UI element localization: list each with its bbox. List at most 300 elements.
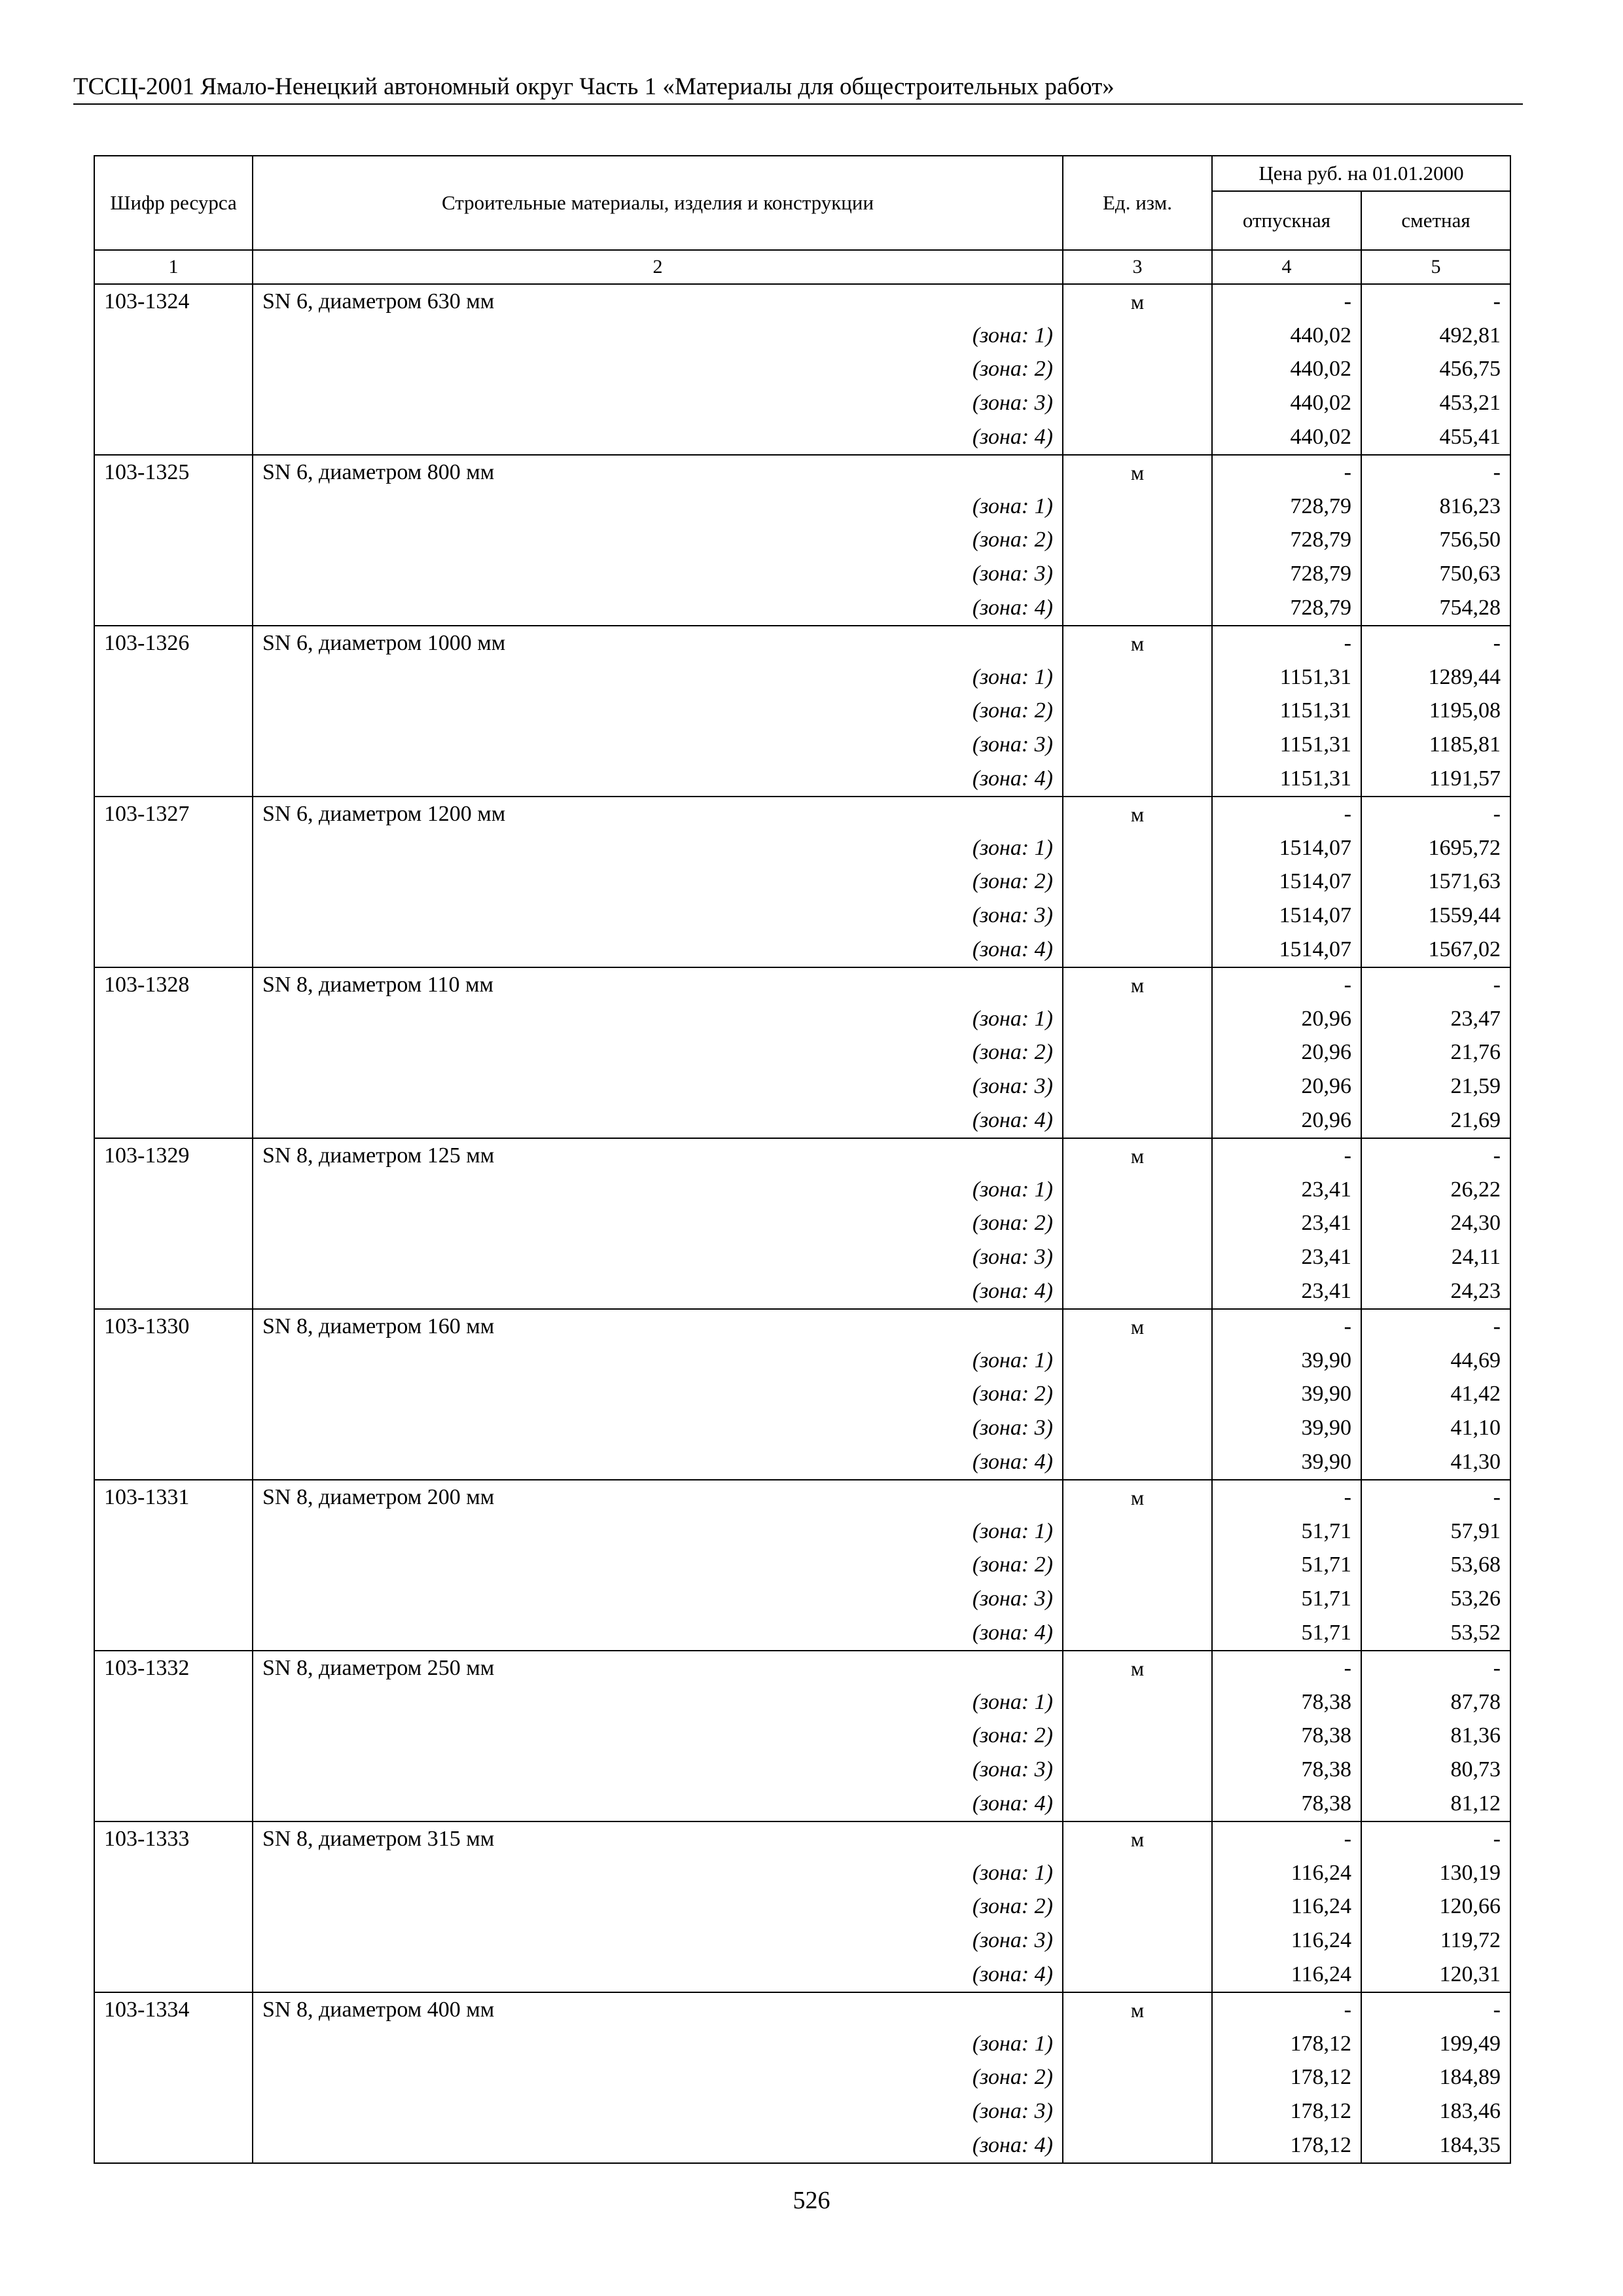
release-price: 78,38 [1212, 1753, 1361, 1787]
unit-cell-empty [1063, 386, 1212, 420]
unit-cell-empty [1063, 1036, 1212, 1070]
resource-code: 103-1331 [94, 1480, 253, 1515]
zone-label: (зона: 4) [253, 762, 1063, 797]
estimate-price: 184,35 [1361, 2128, 1510, 2163]
estimate-price: 1571,63 [1361, 865, 1510, 899]
release-price: 440,02 [1212, 353, 1361, 387]
resource-code-empty [94, 1890, 253, 1924]
resource-code-empty [94, 557, 253, 591]
zone-label: (зона: 2) [253, 694, 1063, 728]
zone-row [94, 1856, 1510, 1890]
release-price: 20,96 [1212, 1036, 1361, 1070]
release-price: 78,38 [1212, 1787, 1361, 1821]
estimate-price: 41,42 [1361, 1378, 1510, 1412]
unit-cell-empty [1063, 1787, 1212, 1821]
estimate-price: 455,41 [1361, 420, 1510, 455]
resource-code-empty [94, 1344, 253, 1378]
zone-row [94, 353, 1510, 387]
zone-row [94, 2027, 1510, 2061]
zone-label: (зона: 1) [253, 1344, 1063, 1378]
unit-cell-empty [1063, 1173, 1212, 1207]
zone-label: (зона: 2) [253, 1890, 1063, 1924]
unit-cell-empty [1063, 899, 1212, 933]
resource-code-empty [94, 524, 253, 558]
zone-label: (зона: 2) [253, 2060, 1063, 2094]
zone-label: (зона: 4) [253, 1103, 1063, 1138]
zone-row [94, 1719, 1510, 1753]
header-name: Строительные материалы, изделия и конструкции [253, 156, 1063, 250]
unit-cell-empty [1063, 1411, 1212, 1445]
resource-code: 103-1324 [94, 284, 253, 319]
header-release: отпускная [1212, 191, 1361, 250]
zone-row [94, 524, 1510, 558]
unit-cell-empty [1063, 319, 1212, 353]
unit-cell-empty [1063, 490, 1212, 524]
unit-cell-empty [1063, 865, 1212, 899]
zone-row [94, 2128, 1510, 2163]
resource-code-empty [94, 660, 253, 694]
release-price: 23,41 [1212, 1207, 1361, 1241]
unit-cell-empty [1063, 1753, 1212, 1787]
resource-code-empty [94, 420, 253, 455]
resource-code-empty [94, 865, 253, 899]
unit-cell-empty [1063, 1207, 1212, 1241]
unit-cell-empty [1063, 1924, 1212, 1958]
material-name: SN 6, диаметром 800 мм [253, 455, 1063, 490]
zone-row [94, 1036, 1510, 1070]
header-estimate: сметная [1361, 191, 1510, 250]
unit-cell-empty [1063, 2128, 1212, 2163]
zone-label: (зона: 3) [253, 386, 1063, 420]
zone-label: (зона: 4) [253, 1958, 1063, 1992]
unit-cell-empty [1063, 1240, 1212, 1274]
unit-cell-empty [1063, 2027, 1212, 2061]
zone-row [94, 591, 1510, 626]
unit-cell-empty [1063, 1274, 1212, 1309]
zone-row [94, 386, 1510, 420]
unit-cell-empty [1063, 1890, 1212, 1924]
release-price: 1151,31 [1212, 762, 1361, 797]
release-price: 51,71 [1212, 1582, 1361, 1616]
resource-code-empty [94, 319, 253, 353]
resource-code: 103-1327 [94, 797, 253, 831]
estimate-price: 1191,57 [1361, 762, 1510, 797]
estimate-price: 80,73 [1361, 1753, 1510, 1787]
unit-cell: м [1063, 284, 1212, 319]
zone-row [94, 1515, 1510, 1549]
zone-label: (зона: 2) [253, 865, 1063, 899]
table-body [94, 284, 1510, 2163]
material-name: SN 6, диаметром 630 мм [253, 284, 1063, 319]
resource-code: 103-1326 [94, 626, 253, 660]
unit-cell-empty [1063, 933, 1212, 967]
release-price: 23,41 [1212, 1240, 1361, 1274]
estimate-price: 41,10 [1361, 1411, 1510, 1445]
zone-row [94, 1445, 1510, 1480]
zone-row [94, 2094, 1510, 2128]
unit-cell-empty [1063, 728, 1212, 762]
estimate-price: 120,31 [1361, 1958, 1510, 1992]
resource-code-empty [94, 1002, 253, 1036]
table-row [94, 626, 1510, 660]
estimate-price: 453,21 [1361, 386, 1510, 420]
zone-row [94, 1787, 1510, 1821]
material-name: SN 8, диаметром 200 мм [253, 1480, 1063, 1515]
zone-row [94, 1002, 1510, 1036]
zone-label: (зона: 1) [253, 660, 1063, 694]
zone-label: (зона: 1) [253, 1515, 1063, 1549]
resource-code: 103-1334 [94, 1992, 253, 2027]
table-row [94, 1821, 1510, 1856]
col-number: 3 [1063, 250, 1212, 284]
estimate-price: 184,89 [1361, 2060, 1510, 2094]
estimate-price: 1559,44 [1361, 899, 1510, 933]
estimate-price: 53,52 [1361, 1616, 1510, 1651]
col-number: 2 [253, 250, 1063, 284]
zone-row [94, 1411, 1510, 1445]
unit-cell: м [1063, 1480, 1212, 1515]
resource-code-empty [94, 1924, 253, 1958]
zone-row [94, 1685, 1510, 1719]
col-number: 4 [1212, 250, 1361, 284]
zone-row [94, 762, 1510, 797]
table-row [94, 797, 1510, 831]
zone-label: (зона: 4) [253, 1787, 1063, 1821]
zone-row [94, 1958, 1510, 1992]
zone-row [94, 865, 1510, 899]
zone-row [94, 1753, 1510, 1787]
release-price: 116,24 [1212, 1890, 1361, 1924]
unit-cell-empty [1063, 1103, 1212, 1138]
unit-cell-empty [1063, 831, 1212, 865]
unit-cell-empty [1063, 1685, 1212, 1719]
release-price: 1514,07 [1212, 933, 1361, 967]
resource-code-empty [94, 899, 253, 933]
material-name: SN 8, диаметром 125 мм [253, 1138, 1063, 1173]
zone-label: (зона: 2) [253, 1719, 1063, 1753]
unit-cell-empty [1063, 557, 1212, 591]
zone-label: (зона: 4) [253, 933, 1063, 967]
zone-label: (зона: 2) [253, 1378, 1063, 1412]
resource-code-empty [94, 2094, 253, 2128]
zone-label: (зона: 1) [253, 1002, 1063, 1036]
zone-row [94, 694, 1510, 728]
estimate-price: 756,50 [1361, 524, 1510, 558]
resource-code-empty [94, 1411, 253, 1445]
resource-code-empty [94, 1103, 253, 1138]
release-price: 20,96 [1212, 1002, 1361, 1036]
zone-label: (зона: 3) [253, 1240, 1063, 1274]
resource-code-empty [94, 1616, 253, 1651]
estimate-price: 1695,72 [1361, 831, 1510, 865]
zone-row [94, 933, 1510, 967]
header-code: Шифр ресурса [94, 156, 253, 250]
resource-code-empty [94, 1548, 253, 1582]
zone-label: (зона: 4) [253, 1445, 1063, 1480]
zone-row [94, 1069, 1510, 1103]
zone-row [94, 1274, 1510, 1309]
resource-code-empty [94, 728, 253, 762]
estimate-price: - [1361, 1480, 1510, 1515]
estimate-price: 21,76 [1361, 1036, 1510, 1070]
estimate-price: 57,91 [1361, 1515, 1510, 1549]
release-price: 78,38 [1212, 1719, 1361, 1753]
zone-label: (зона: 2) [253, 1207, 1063, 1241]
zone-label: (зона: 3) [253, 899, 1063, 933]
table-row [94, 284, 1510, 319]
unit-cell-empty [1063, 1548, 1212, 1582]
table-row [94, 1480, 1510, 1515]
resource-code: 103-1328 [94, 967, 253, 1002]
release-price: - [1212, 1138, 1361, 1173]
zone-row [94, 2060, 1510, 2094]
release-price: 116,24 [1212, 1856, 1361, 1890]
unit-cell-empty [1063, 353, 1212, 387]
release-price: 178,12 [1212, 2094, 1361, 2128]
unit-cell-empty [1063, 762, 1212, 797]
unit-cell: м [1063, 1821, 1212, 1856]
unit-cell: м [1063, 1309, 1212, 1344]
unit-cell-empty [1063, 1856, 1212, 1890]
zone-row [94, 1582, 1510, 1616]
zone-row [94, 1890, 1510, 1924]
zone-label: (зона: 2) [253, 524, 1063, 558]
zone-label: (зона: 3) [253, 728, 1063, 762]
release-price: - [1212, 284, 1361, 319]
zone-row [94, 1616, 1510, 1651]
zone-label: (зона: 4) [253, 2128, 1063, 2163]
estimate-price: 1289,44 [1361, 660, 1510, 694]
zone-row [94, 1924, 1510, 1958]
zone-row [94, 1548, 1510, 1582]
zone-label: (зона: 4) [253, 1274, 1063, 1309]
header-price: Цена руб. на 01.01.2000 [1212, 156, 1510, 191]
estimate-price: - [1361, 626, 1510, 660]
estimate-price: 53,68 [1361, 1548, 1510, 1582]
zone-row [94, 420, 1510, 455]
estimate-price: 754,28 [1361, 591, 1510, 626]
release-price: - [1212, 1480, 1361, 1515]
release-price: 23,41 [1212, 1173, 1361, 1207]
zone-label: (зона: 2) [253, 1548, 1063, 1582]
unit-cell: м [1063, 1992, 1212, 2027]
material-name: SN 8, диаметром 250 мм [253, 1651, 1063, 1685]
estimate-price: 26,22 [1361, 1173, 1510, 1207]
resource-code-empty [94, 1240, 253, 1274]
zone-label: (зона: 2) [253, 1036, 1063, 1070]
release-price: 728,79 [1212, 591, 1361, 626]
resource-code-empty [94, 1787, 253, 1821]
resource-code-empty [94, 933, 253, 967]
release-price: 178,12 [1212, 2128, 1361, 2163]
zone-label: (зона: 1) [253, 2027, 1063, 2061]
resource-code-empty [94, 2027, 253, 2061]
estimate-price: 81,12 [1361, 1787, 1510, 1821]
release-price: 728,79 [1212, 557, 1361, 591]
estimate-price: 456,75 [1361, 353, 1510, 387]
zone-row [94, 1173, 1510, 1207]
zone-label: (зона: 3) [253, 1753, 1063, 1787]
zone-row [94, 1378, 1510, 1412]
release-price: - [1212, 1651, 1361, 1685]
resource-code-empty [94, 1378, 253, 1412]
estimate-price: 199,49 [1361, 2027, 1510, 2061]
zone-label: (зона: 1) [253, 1685, 1063, 1719]
unit-cell-empty [1063, 591, 1212, 626]
zone-label: (зона: 4) [253, 1616, 1063, 1651]
release-price: 116,24 [1212, 1958, 1361, 1992]
table-row [94, 1138, 1510, 1173]
zone-label: (зона: 3) [253, 1582, 1063, 1616]
release-price: 23,41 [1212, 1274, 1361, 1309]
unit-cell-empty [1063, 660, 1212, 694]
resource-code: 103-1332 [94, 1651, 253, 1685]
estimate-price: 44,69 [1361, 1344, 1510, 1378]
resource-code: 103-1330 [94, 1309, 253, 1344]
unit-cell-empty [1063, 2060, 1212, 2094]
unit-cell-empty [1063, 1616, 1212, 1651]
release-price: - [1212, 626, 1361, 660]
unit-cell-empty [1063, 1344, 1212, 1378]
estimate-price: 119,72 [1361, 1924, 1510, 1958]
unit-cell: м [1063, 455, 1212, 490]
material-name: SN 6, диаметром 1200 мм [253, 797, 1063, 831]
release-price: 39,90 [1212, 1378, 1361, 1412]
estimate-price: 24,30 [1361, 1207, 1510, 1241]
release-price: 51,71 [1212, 1515, 1361, 1549]
zone-row [94, 490, 1510, 524]
estimate-price: 21,59 [1361, 1069, 1510, 1103]
estimate-price: - [1361, 1138, 1510, 1173]
estimate-price: 183,46 [1361, 2094, 1510, 2128]
estimate-price: - [1361, 455, 1510, 490]
zone-row [94, 1103, 1510, 1138]
header-unit: Ед. изм. [1063, 156, 1212, 250]
price-table [94, 155, 1511, 2164]
zone-label: (зона: 3) [253, 1924, 1063, 1958]
estimate-price: - [1361, 1651, 1510, 1685]
table-row [94, 967, 1510, 1002]
estimate-price: 24,11 [1361, 1240, 1510, 1274]
resource-code: 103-1325 [94, 455, 253, 490]
material-name: SN 6, диаметром 1000 мм [253, 626, 1063, 660]
unit-cell-empty [1063, 2094, 1212, 2128]
release-price: 20,96 [1212, 1069, 1361, 1103]
zone-row [94, 557, 1510, 591]
resource-code-empty [94, 1515, 253, 1549]
release-price: 1514,07 [1212, 899, 1361, 933]
col-number: 1 [94, 250, 253, 284]
resource-code-empty [94, 1207, 253, 1241]
release-price: 20,96 [1212, 1103, 1361, 1138]
estimate-price: - [1361, 797, 1510, 831]
resource-code-empty [94, 1274, 253, 1309]
release-price: 39,90 [1212, 1411, 1361, 1445]
release-price: 1151,31 [1212, 694, 1361, 728]
resource-code-empty [94, 1173, 253, 1207]
resource-code-empty [94, 1719, 253, 1753]
estimate-price: 23,47 [1361, 1002, 1510, 1036]
estimate-price: 750,63 [1361, 557, 1510, 591]
resource-code-empty [94, 353, 253, 387]
material-name: SN 8, диаметром 110 мм [253, 967, 1063, 1002]
zone-label: (зона: 3) [253, 2094, 1063, 2128]
resource-code: 103-1329 [94, 1138, 253, 1173]
resource-code-empty [94, 386, 253, 420]
material-name: SN 8, диаметром 315 мм [253, 1821, 1063, 1856]
resource-code-empty [94, 1036, 253, 1070]
unit-cell-empty [1063, 1002, 1212, 1036]
zone-label: (зона: 3) [253, 1411, 1063, 1445]
resource-code-empty [94, 1445, 253, 1480]
release-price: 39,90 [1212, 1445, 1361, 1480]
zone-label: (зона: 4) [253, 591, 1063, 626]
estimate-price: 21,69 [1361, 1103, 1510, 1138]
unit-cell-empty [1063, 420, 1212, 455]
estimate-price: 1195,08 [1361, 694, 1510, 728]
release-price: - [1212, 967, 1361, 1002]
resource-code-empty [94, 1856, 253, 1890]
release-price: - [1212, 455, 1361, 490]
release-price: 728,79 [1212, 524, 1361, 558]
release-price: 78,38 [1212, 1685, 1361, 1719]
resource-code-empty [94, 1582, 253, 1616]
page-number: 526 [793, 2187, 830, 2214]
table-row [94, 455, 1510, 490]
zone-row [94, 1240, 1510, 1274]
zone-row [94, 899, 1510, 933]
unit-cell: м [1063, 967, 1212, 1002]
release-price: - [1212, 1992, 1361, 2027]
estimate-price: - [1361, 1992, 1510, 2027]
zone-row [94, 1344, 1510, 1378]
estimate-price: 53,26 [1361, 1582, 1510, 1616]
release-price: 1514,07 [1212, 865, 1361, 899]
zone-row [94, 1207, 1510, 1241]
zone-label: (зона: 1) [253, 1856, 1063, 1890]
resource-code-empty [94, 762, 253, 797]
unit-cell: м [1063, 1651, 1212, 1685]
estimate-price: - [1361, 1821, 1510, 1856]
zone-label: (зона: 3) [253, 1069, 1063, 1103]
col-number: 5 [1361, 250, 1510, 284]
zone-row [94, 319, 1510, 353]
page-header: ТССЦ-2001 Ямало-Ненецкий автономный округ Часть 1 «Материалы для общестроительных работ» [73, 72, 1523, 105]
unit-cell-empty [1063, 1069, 1212, 1103]
resource-code-empty [94, 1753, 253, 1787]
release-price: 51,71 [1212, 1548, 1361, 1582]
release-price: - [1212, 797, 1361, 831]
unit-cell-empty [1063, 1515, 1212, 1549]
resource-code-empty [94, 1069, 253, 1103]
release-price: 440,02 [1212, 420, 1361, 455]
material-name: SN 8, диаметром 160 мм [253, 1309, 1063, 1344]
material-name: SN 8, диаметром 400 мм [253, 1992, 1063, 2027]
release-price: 1514,07 [1212, 831, 1361, 865]
unit-cell-empty [1063, 1582, 1212, 1616]
release-price: - [1212, 1821, 1361, 1856]
release-price: - [1212, 1309, 1361, 1344]
release-price: 178,12 [1212, 2060, 1361, 2094]
estimate-price: 816,23 [1361, 490, 1510, 524]
zone-row [94, 660, 1510, 694]
release-price: 440,02 [1212, 386, 1361, 420]
zone-label: (зона: 2) [253, 353, 1063, 387]
resource-code-empty [94, 831, 253, 865]
estimate-price: 130,19 [1361, 1856, 1510, 1890]
resource-code: 103-1333 [94, 1821, 253, 1856]
release-price: 1151,31 [1212, 728, 1361, 762]
